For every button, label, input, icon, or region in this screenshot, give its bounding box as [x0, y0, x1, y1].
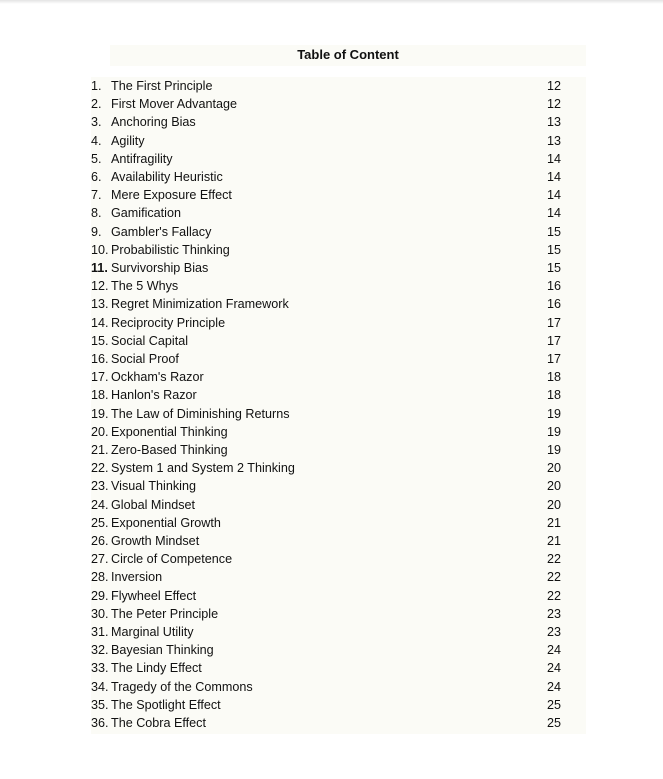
toc-entry-number: 18.: [91, 388, 109, 403]
toc-entry-label: Flywheel Effect: [111, 588, 197, 603]
toc-entry-page: 18: [546, 388, 561, 403]
toc-entry[interactable]: [91, 168, 586, 186]
toc-entry-label: Tragedy of the Commons: [111, 679, 253, 694]
toc-entry-number: 17.: [91, 370, 109, 385]
toc-entry-number: 3.: [91, 115, 102, 130]
toc-entry-number: 24.: [91, 497, 109, 512]
toc-entry-label: The Law of Diminishing Returns: [111, 406, 290, 421]
toc-entry-label: Gambler's Fallacy: [111, 224, 212, 239]
toc-entry-number: 29.: [91, 588, 109, 603]
toc-entry-label: The Cobra Effect: [111, 716, 206, 730]
toc-entry[interactable]: [91, 405, 586, 423]
toc-entry-page: 22: [546, 552, 561, 567]
toc-entry[interactable]: [91, 496, 586, 514]
toc-entry-label: The Spotlight Effect: [111, 697, 221, 712]
toc-entry[interactable]: [91, 623, 586, 641]
toc-entry-number: 31.: [91, 625, 109, 639]
toc-entry[interactable]: [91, 186, 586, 204]
toc-entry-page: 19: [546, 406, 561, 421]
toc-entry[interactable]: [91, 659, 586, 677]
toc-entry-page: 21: [546, 534, 561, 548]
toc-entry[interactable]: [91, 514, 586, 532]
toc-entry-number: 30.: [91, 606, 109, 621]
toc-entry-label: Global Mindset: [111, 497, 195, 512]
toc-entry[interactable]: [91, 295, 586, 313]
toc-entry[interactable]: [91, 277, 586, 295]
toc-entry-page: 21: [546, 515, 561, 530]
toc-entry-number: 32.: [91, 643, 109, 658]
toc-entry-number: 8.: [91, 206, 102, 221]
toc-entry-label: Mere Exposure Effect: [111, 188, 232, 203]
toc-entry-label: Exponential Growth: [111, 515, 221, 530]
toc-entry-label: The Lindy Effect: [111, 661, 202, 676]
toc-entry-label: Probabilistic Thinking: [111, 242, 230, 257]
toc-entry-page: 14: [546, 206, 561, 221]
toc-entry-page: 17: [546, 352, 561, 366]
toc-entry-page: 16: [546, 297, 561, 312]
toc-entry-page: 24: [546, 643, 561, 658]
toc-entry-number: 9.: [91, 224, 102, 239]
toc-entry[interactable]: [91, 459, 586, 477]
toc-entry-page: 13: [546, 115, 561, 130]
toc-entry-label: Anchoring Bias: [111, 115, 196, 130]
toc-entry-label: Survivorship Bias: [111, 261, 209, 275]
toc-entry-page: 13: [546, 133, 561, 148]
toc-entry[interactable]: [91, 568, 586, 586]
toc-entry-label: Social Capital: [111, 333, 189, 348]
toc-entry-label: Gamification: [111, 206, 181, 221]
toc-entry[interactable]: [91, 696, 586, 714]
toc-entry-number: 4.: [91, 133, 102, 148]
toc-entry-number: 1.: [91, 79, 102, 93]
toc-entry-label: Zero-Based Thinking: [111, 443, 228, 457]
toc-entry-label: Social Proof: [111, 352, 179, 366]
toc-entry-number: 22.: [91, 461, 109, 476]
toc-entry-number: 23.: [91, 479, 109, 494]
toc-entry-page: 24: [546, 679, 561, 694]
toc-entry-page: 22: [546, 570, 561, 585]
toc-entry-page: 12: [546, 97, 561, 112]
toc-entry-number: 5.: [91, 151, 102, 166]
toc-entry[interactable]: [91, 605, 586, 623]
toc-entry-number: 11.: [91, 261, 108, 275]
toc-entry-page: 20: [546, 461, 561, 476]
toc-entry[interactable]: [91, 132, 586, 150]
toc-entry[interactable]: [91, 204, 586, 222]
toc-entry-page: 15: [546, 224, 561, 239]
toc-entry-number: 26.: [91, 534, 109, 548]
toc-entry-label: The 5 Whys: [111, 279, 179, 294]
toc-entry-label: System 1 and System 2 Thinking: [111, 461, 295, 476]
toc-entry-label: Antifragility: [111, 151, 173, 166]
toc-entry[interactable]: [91, 587, 586, 605]
toc-entry-page: 14: [546, 151, 561, 166]
toc-entry-number: 7.: [91, 188, 102, 203]
toc-entry-label: The Peter Principle: [111, 606, 219, 621]
toc-entry[interactable]: [91, 332, 586, 350]
toc-entry-number: 2.: [91, 97, 102, 112]
toc-entry-number: 27.: [91, 552, 109, 567]
toc-entry-number: 14.: [91, 315, 109, 330]
toc-entry[interactable]: [91, 441, 586, 459]
toc-entry-number: 35.: [91, 697, 109, 712]
toc-entry[interactable]: [91, 314, 586, 332]
toc-entry[interactable]: [91, 368, 586, 386]
toc-entry-number: 10.: [91, 242, 109, 257]
toc-entry-label: The First Principle: [111, 79, 213, 93]
toc-entry-page: 22: [546, 588, 561, 603]
toc-entry-number: 25.: [91, 515, 109, 530]
toc-entry-page: 15: [546, 261, 561, 275]
toc-entry[interactable]: [91, 550, 586, 568]
toc-entry-label: Marginal Utility: [111, 625, 194, 639]
toc-entry-page: 25: [546, 697, 561, 712]
toc-entry-page: 20: [546, 479, 561, 494]
toc-entry-page: 24: [546, 661, 561, 676]
toc-entry-page: 19: [546, 443, 561, 457]
toc-entry-label: Growth Mindset: [111, 534, 200, 548]
toc-entry-label: Agility: [111, 133, 145, 148]
toc-entry-label: Availability Heuristic: [111, 170, 223, 184]
toc-entry[interactable]: [91, 423, 586, 441]
toc-entry[interactable]: [91, 641, 586, 659]
toc-entry[interactable]: [91, 259, 586, 277]
toc-entry-page: 23: [546, 606, 561, 621]
toc-entry[interactable]: [91, 241, 586, 259]
toc-entry-label: Inversion: [111, 570, 163, 585]
toc-title: Table of Content: [110, 45, 586, 66]
toc-entry-page: 17: [546, 333, 561, 348]
toc-entry[interactable]: [91, 532, 586, 550]
toc-entry-label: First Mover Advantage: [111, 97, 237, 112]
toc-entry-page: 25: [546, 716, 561, 730]
toc-entry-label: Visual Thinking: [111, 479, 196, 494]
toc-entry[interactable]: [91, 350, 586, 368]
toc-entry-number: 36.: [91, 716, 109, 730]
toc-entry-label: Ockham's Razor: [111, 370, 204, 385]
toc-entry-label: Hanlon's Razor: [111, 388, 197, 403]
toc-entry-page: 23: [546, 625, 561, 639]
toc-entry[interactable]: [91, 113, 586, 131]
toc-entry-number: 34.: [91, 679, 109, 694]
page-top-shadow: [0, 0, 663, 4]
toc-entry-label: Circle of Competence: [111, 552, 233, 567]
toc-entry-page: 15: [546, 242, 561, 257]
toc-entry-number: 13.: [91, 297, 109, 312]
toc-entry[interactable]: [91, 714, 586, 732]
toc-entry[interactable]: [91, 477, 586, 495]
toc-entry[interactable]: [91, 386, 586, 404]
toc-entry-number: 33.: [91, 661, 109, 676]
toc-entry-number: 6.: [91, 170, 102, 184]
toc-entry-page: 19: [546, 424, 561, 439]
toc-entry-number: 19.: [91, 406, 109, 421]
toc-entry[interactable]: [91, 223, 586, 241]
toc-entry-label: Reciprocity Principle: [111, 315, 226, 330]
toc-entry-number: 12.: [91, 279, 109, 294]
toc-entry-number: 15.: [91, 333, 109, 348]
toc-entry-page: 14: [546, 188, 561, 203]
toc-entry-number: 28.: [91, 570, 109, 585]
toc-entry-page: 17: [546, 315, 561, 330]
toc-entry-number: 20.: [91, 424, 109, 439]
toc-entry-label: Exponential Thinking: [111, 424, 228, 439]
toc-entry-page: 18: [546, 370, 561, 385]
toc-entry-page: 14: [546, 170, 561, 184]
toc-entry[interactable]: [91, 150, 586, 168]
toc-entry-page: 16: [546, 279, 561, 294]
toc-entry-number: 16.: [91, 352, 109, 366]
toc-entry-page: 12: [546, 79, 561, 93]
toc-entry-page: 20: [546, 497, 561, 512]
toc-entry-number: 21.: [91, 443, 109, 457]
toc-list: [91, 77, 586, 734]
toc-entry[interactable]: [91, 95, 586, 113]
toc-entry[interactable]: [91, 77, 586, 95]
toc-entry-label: Bayesian Thinking: [111, 643, 214, 658]
toc-entry-label: Regret Minimization Framework: [111, 297, 289, 312]
toc-entry[interactable]: [91, 678, 586, 696]
